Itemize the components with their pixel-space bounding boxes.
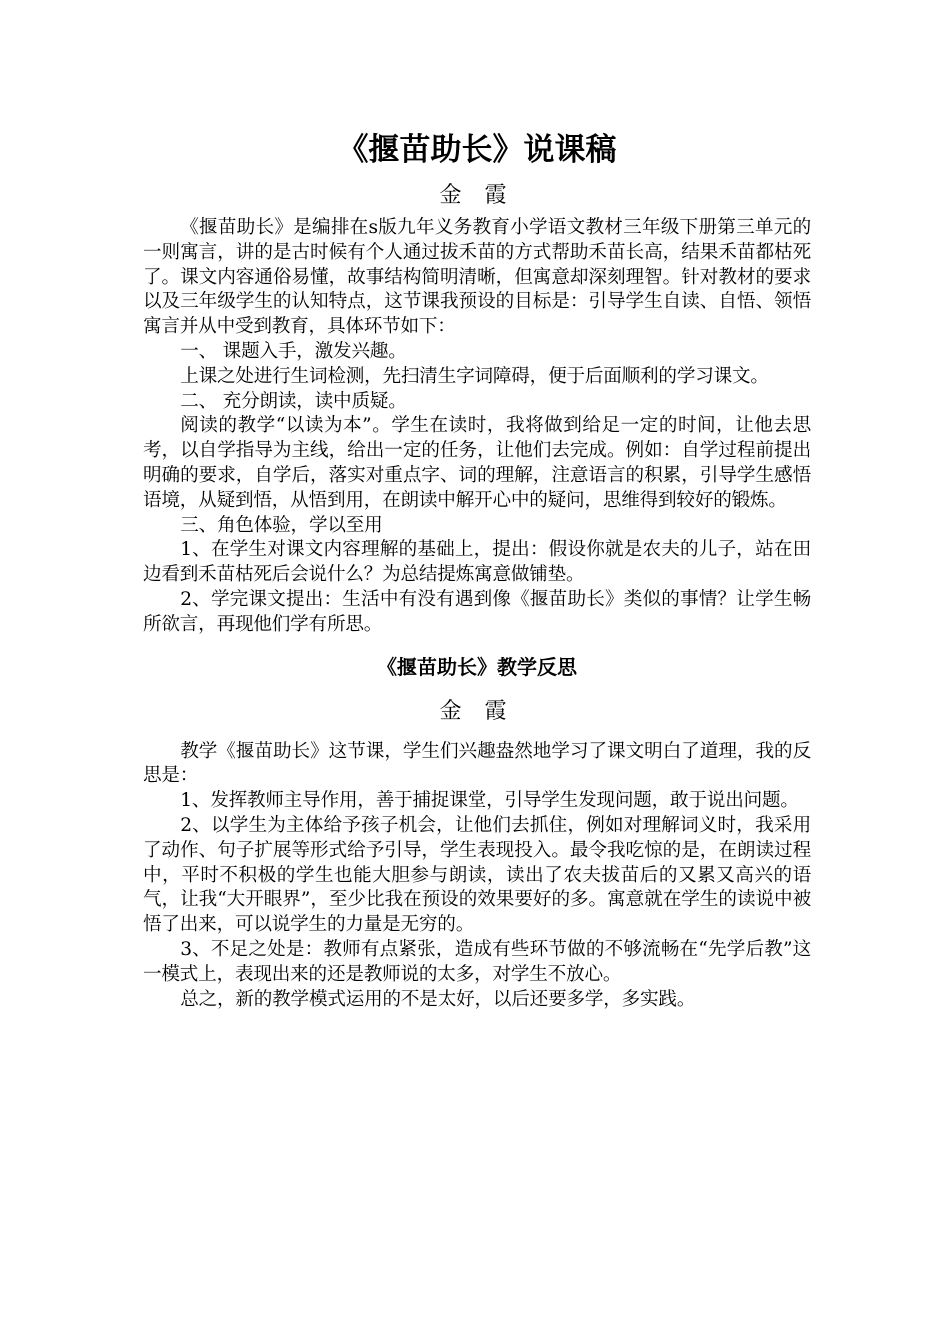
- paragraph: 1、发挥教师主导作用，善于捕捉课堂，引导学生发现问题，敢于说出问题。: [180, 790, 799, 812]
- page-title: 《揠苗助长》说课稿: [337, 132, 617, 168]
- document-page: [143, 130, 811, 1012]
- paragraph: 总之，新的教学模式运用的不是太好，以后还要多学，多实践。: [180, 988, 696, 1010]
- reflection-author-name: 金 霞: [439, 698, 515, 724]
- paragraph: 2、学完课文提出：生活中有没有遇到像《揠苗助长》类似的事情？让学生畅所欲言，再现他们学有所思。: [143, 588, 811, 635]
- paragraph: 2、以学生为主体给予孩子机会，让他们去抓住，例如对理解词义时，我采用了动作、句子扩展等形式给予引导，学生表现投入。最令我吃惊的是，在朗读过程中，平时不积极的学生也能大胆参与朗读，读出了农夫拔苗后的又累又高兴的语气，让我“大开眼界”，至少比我在预设的效果要好的多。寓意就在学生的读说中被悟了出来，可以说学生的力量是无穷的。: [143, 814, 811, 936]
- author-name: 金 霞: [439, 183, 515, 208]
- paragraph: 1、在学生对课文内容理解的基础上，提出：假设你就是农夫的儿子，站在田边看到禾苗枯死后会说什么？为总结提炼寓意做铺垫。: [143, 539, 811, 586]
- paragraph: 上课之处进行生词检测，先扫清生字词障碍，便于后面顺利的学习课文。: [180, 365, 769, 387]
- paragraph: 3、不足之处是：教师有点紧张，造成有些环节做的不够流畅在“先学后教”这一模式上，表现出来的还是教师说的太多，对学生不放心。: [143, 938, 811, 985]
- paragraph: 阅读的教学“以读为本”。学生在读时，我将做到给足一定的时间，让他去思考，以自学指导为主线，给出一定的任务，让他们去完成。例如：自学过程前提出明确的要求，自学后，落实对重点字、词的理解，注意语言的积累，引导学生感悟语境，从疑到悟，从悟到用，在朗读中解开心中的疑问，思维得到较好的锻炼。: [143, 415, 811, 511]
- paragraph: 教学《揠苗助长》这节课，学生们兴趣盎然地学习了课文明白了道理，我的反思是：: [143, 740, 811, 787]
- section-heading-2: 二、 充分朗读，读中质疑。: [180, 390, 407, 412]
- reflection-title: 《揠苗助长》教学反思: [377, 654, 577, 679]
- section-heading-1: 一、 课题入手，激发兴趣。: [180, 340, 407, 362]
- paragraph-intro: 《揠苗助长》是编排在s版九年义务教育小学语文教材三年级下册第三单元的一则寓言，讲的是古时候有个人通过拔禾苗的方式帮助禾苗长高，结果禾苗都枯死了。课文内容通俗易懂，故事结构简明清晰，但寓意却深刻理智。针对教材的要求以及三年级学生的认知特点，这节课我预设的目标是：引导学生自读、自悟、领悟寓言并从中受到教育，具体环节如下：: [143, 217, 811, 338]
- section-heading-3: 三、角色体验，学以至用: [180, 514, 383, 536]
